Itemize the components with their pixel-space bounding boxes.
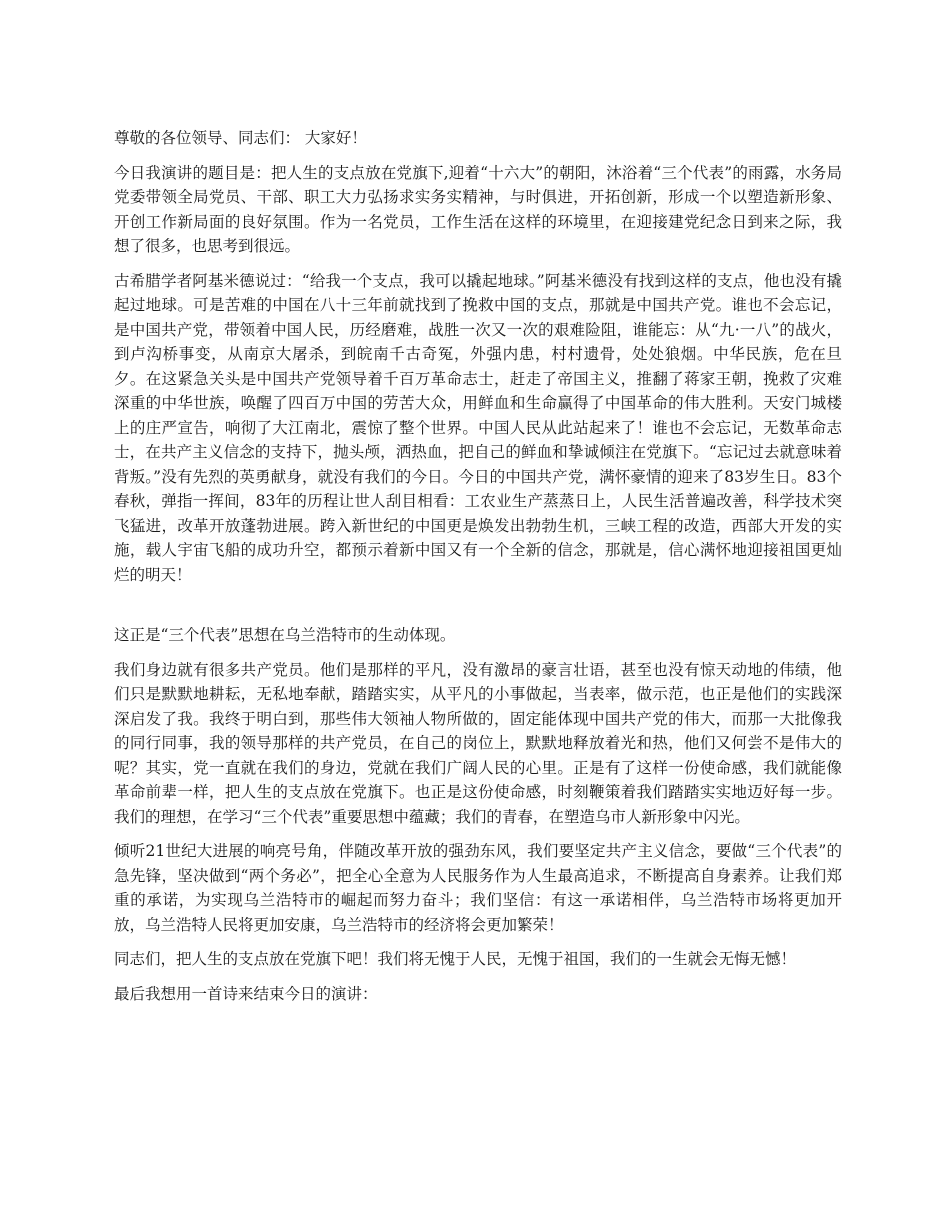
history-paragraph: 古希腊学者阿基米德说过：“给我一个支点，我可以撬起地球。”阿基米德没有找到这样的支点，他也没有撬起过地球。可是苦难的中国在八十三年前就找到了挽救中国的支点，那就是中国共产党。谁也不会忘记，是中国共产党，带领着中国人民，历经磨难，战胜一次又一次的艰难险阻，谁能忘：从“九·一八”的战火，到卢沟桥事变，从南京大屠杀，到皖南千古奇冤，外强内患，村村遗骨，处处狼烟。中华民族，危在旦夕。在这紧急关头是中国共产党领导着千百万革命志士，赶走了帝国主义，推翻了蒋家王朝，挽救了灾难深重的中华世族，唤醒了四百万中国的劳苦大众，用鲜血和生命赢得了中国革命的伟大胜利。天安门城楼上的庄严宣告，响彻了大江南北，震惊了整个世界。中国人民从此站起来了！谁也不会忘记，无数革命志士，在共产主义信念的支持下，抛头颅，洒热血，把自己的鲜血和挚诚倾注在党旗下。“忘记过去就意味着背叛。”没有先烈的英勇献身，就没有我们的今日。今日的中国共产党，满怀豪情的迎来了83岁生日。83个春秋，弹指一挥间，83年的历程让世人刮目相看：工农业生产蒸蒸日上，人民生活普遍改善，科学技术突飞猛进，改革开放蓬勃进展。跨入新世纪的中国更是焕发出勃勃生机，三峡工程的改造，西部大开发的实施，载人宇宙飞船的成功升空，都预示着新中国又有一个全新的信念，那就是，信心满怀地迎接祖国更灿烂的明天！ bbox=[114, 271, 842, 584]
call-paragraph: 同志们，把人生的支点放在党旗下吧！我们将无愧于人民，无愧于祖国，我们的一生就会无悔无憾！ bbox=[114, 950, 797, 968]
embodiment-paragraph: 这正是“三个代表”思想在乌兰浩特市的生动体现。 bbox=[114, 626, 456, 644]
greeting-paragraph: 尊敬的各位领导、同志们： 大家好！ bbox=[114, 129, 367, 147]
intro-paragraph: 今日我演讲的题目是：把人生的支点放在党旗下,迎着“十六大”的朝阳，沐浴着“三个代表”的雨露，水务局党委带领全局党员、干部、职工大力弘扬求实务实精神，与时俱进，开拓创新，形成一个以塑造新形象、开创工作新局面的良好氛围。作为一名党员，工作生活在这样的环境里，在迎接建党纪念日到来之际，我想了很多，也思考到很远。 bbox=[114, 163, 842, 255]
party-members-paragraph: 我们身边就有很多共产党员。他们是那样的平凡，没有激昂的豪言壮语，甚至也没有惊天动地的伟绩，他们只是默默地耕耘，无私地奉献，踏踏实实，从平凡的小事做起，当表率，做示范，也正是他们的实践深深启发了我。我终于明白到，那些伟大领袖人物所做的，固定能体现中国共产党的伟大，而那一大批像我的同行同事，我的领导那样的共产党员，在自己的岗位上，默默地释放着光和热，他们又何尝不是伟大的呢？其实，党一直就在我们的身边，党就在我们广阔人民的心里。正是有了这样一份使命感，我们就能像革命前辈一样，把人生的支点放在党旗下。也正是这份使命感，时刻鞭策着我们踏踏实实地迈好每一步。我们的理想，在学习“三个代表”重要思想中蕴藏；我们的青春，在塑造乌市人新形象中闪光。 bbox=[114, 660, 842, 826]
document-body bbox=[114, 126, 842, 1016]
commitment-paragraph: 倾听21世纪大进展的响亮号角，伴随改革开放的强劲东风，我们要坚定共产主义信念，要做“三个代表”的急先锋，坚决做到“两个务必”，把全心全意为人民服务作为人生最高追求，不断提高自身素养。让我们郑重的承诺，为实现乌兰浩特市的崛起而努力奋斗；我们坚信：有这一承诺相伴，乌兰浩特市场将更加开放，乌兰浩特人民将更加安康，乌兰浩特市的经济将会更加繁荣！ bbox=[114, 842, 842, 934]
closing-paragraph: 最后我想用一首诗来结束今日的演讲： bbox=[114, 984, 378, 1003]
